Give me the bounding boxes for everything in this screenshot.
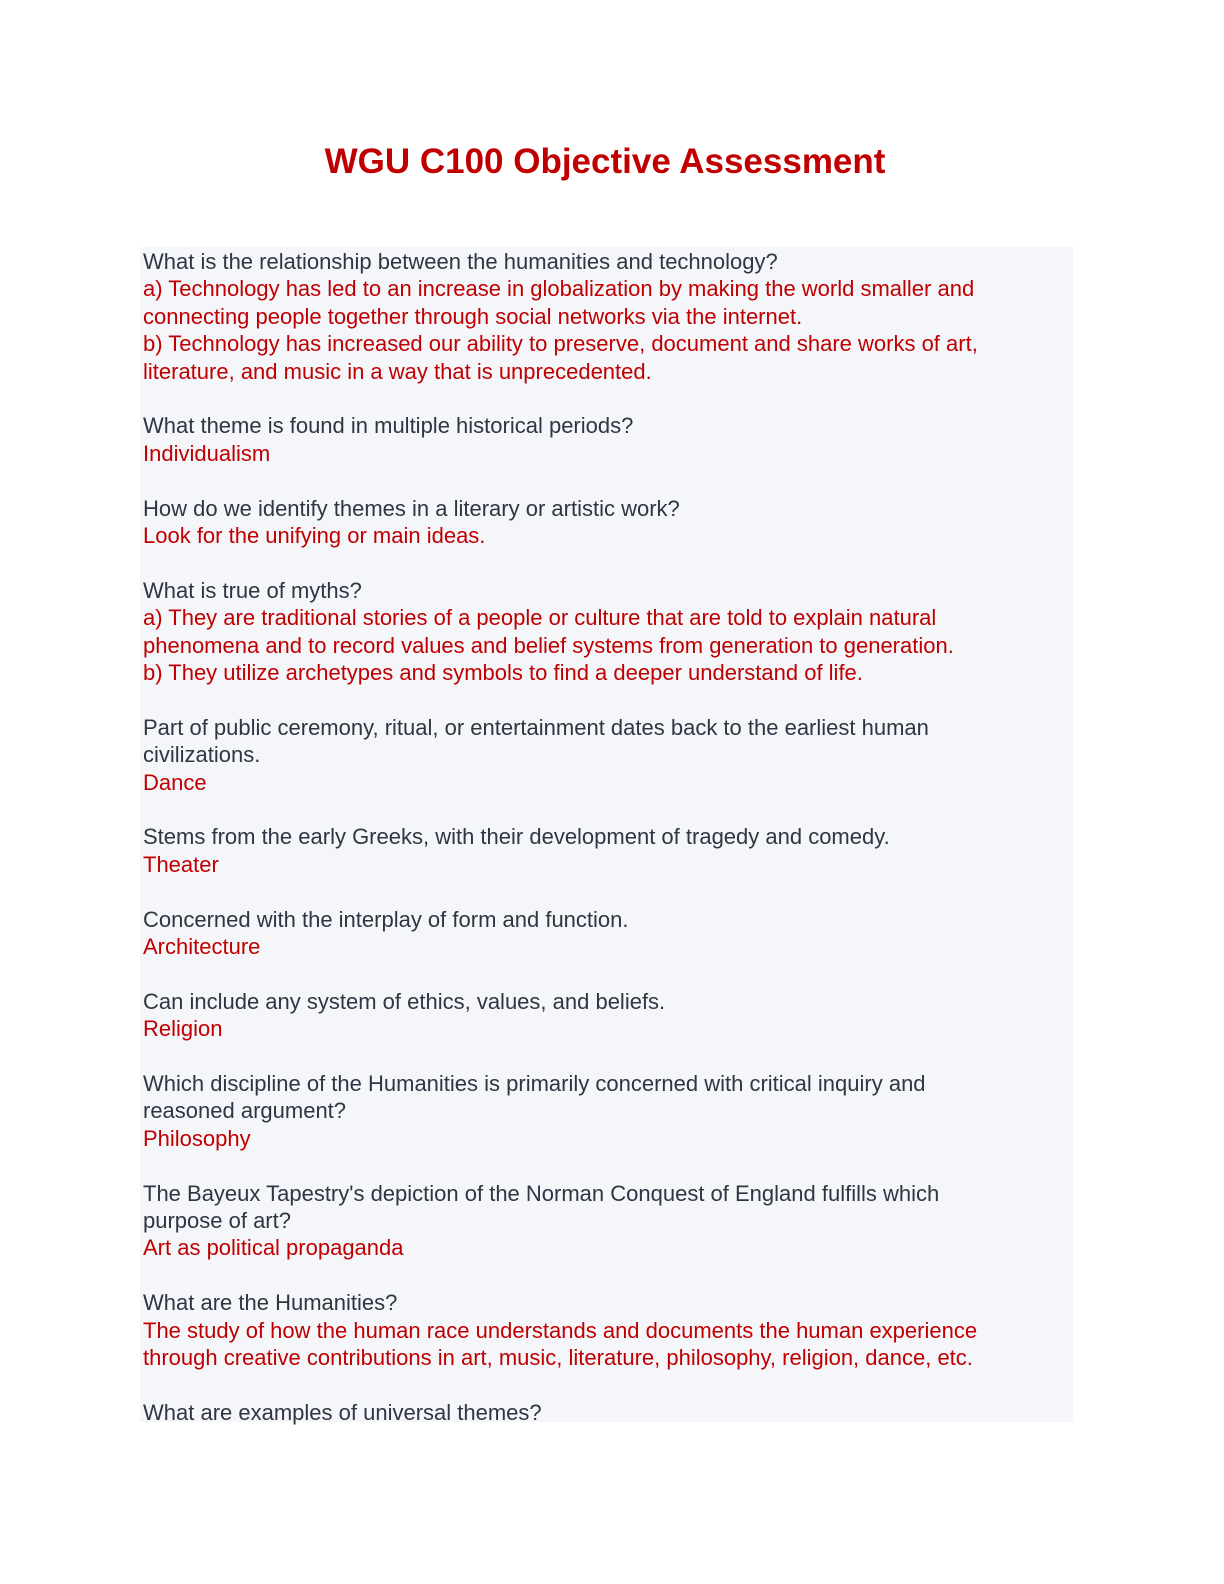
qa-item — [143, 906, 1073, 961]
qa-item — [143, 1399, 1073, 1426]
question-text: What is the relationship between the humanities and technology? — [143, 249, 778, 274]
answer-text: Religion — [143, 1016, 223, 1042]
answer-text: Philosophy — [143, 1125, 251, 1151]
qa-item — [143, 1289, 1073, 1371]
question-text: Concerned with the interplay of form and function. — [143, 906, 629, 932]
qa-item — [143, 988, 1073, 1043]
question-text: What are the Humanities? — [143, 1290, 398, 1316]
qa-item — [143, 714, 1073, 796]
answer-text: Art as political propaganda — [143, 1235, 404, 1261]
answer-text: Individualism — [143, 440, 271, 466]
qa-item — [143, 495, 1073, 550]
qa-item — [143, 577, 1073, 687]
answer-text: a) They are traditional stories of a people or culture that are told to explain natural phenomena and to record values and belief systems from generation to generation. b) They utilize archetypes and symbols to find a deeper understand of life. — [143, 605, 954, 686]
answer-text: a) Technology has led to an increase in globalization by making the world smaller and connecting people together through social networks via the internet. b) Technology has increased our ability to preserve, document and share works of art, literature, and music in a way that is unprecedented. — [143, 276, 978, 384]
answer-text: The study of how the human race understands and documents the human experience through creative contributions in art, music, literature, philosophy, religion, dance, etc. — [143, 1317, 978, 1371]
answer-text: Architecture — [143, 934, 261, 960]
qa-item — [143, 823, 1073, 878]
question-text: How do we identify themes in a literary or artistic work? — [143, 495, 680, 521]
answer-text: Look for the unifying or main ideas. — [143, 523, 486, 549]
question-text: Stems from the early Greeks, with their development of tragedy and comedy. — [143, 824, 890, 850]
question-text: What is true of myths? — [143, 577, 362, 603]
question-text: What theme is found in multiple historical periods? — [143, 413, 634, 439]
document-title: WGU C100 Objective Assessment — [324, 142, 886, 181]
question-text: Which discipline of the Humanities is primarily concerned with critical inquiry and reasoned argument? — [143, 1071, 926, 1124]
qa-item — [143, 248, 1073, 385]
qa-item — [143, 1070, 1073, 1152]
answer-text: Dance — [143, 769, 207, 795]
qa-list — [140, 247, 1073, 1425]
question-text: Part of public ceremony, ritual, or entertainment dates back to the earliest human civilizations. — [143, 714, 929, 768]
question-text: Can include any system of ethics, values, and beliefs. — [143, 988, 666, 1014]
qa-item — [143, 1180, 1073, 1262]
question-text: The Bayeux Tapestry's depiction of the Norman Conquest of England fulfills which purpose of art? — [143, 1180, 940, 1234]
qa-item — [143, 412, 1073, 467]
answer-text: Theater — [143, 851, 219, 877]
question-text: What are examples of universal themes? — [143, 1399, 542, 1425]
